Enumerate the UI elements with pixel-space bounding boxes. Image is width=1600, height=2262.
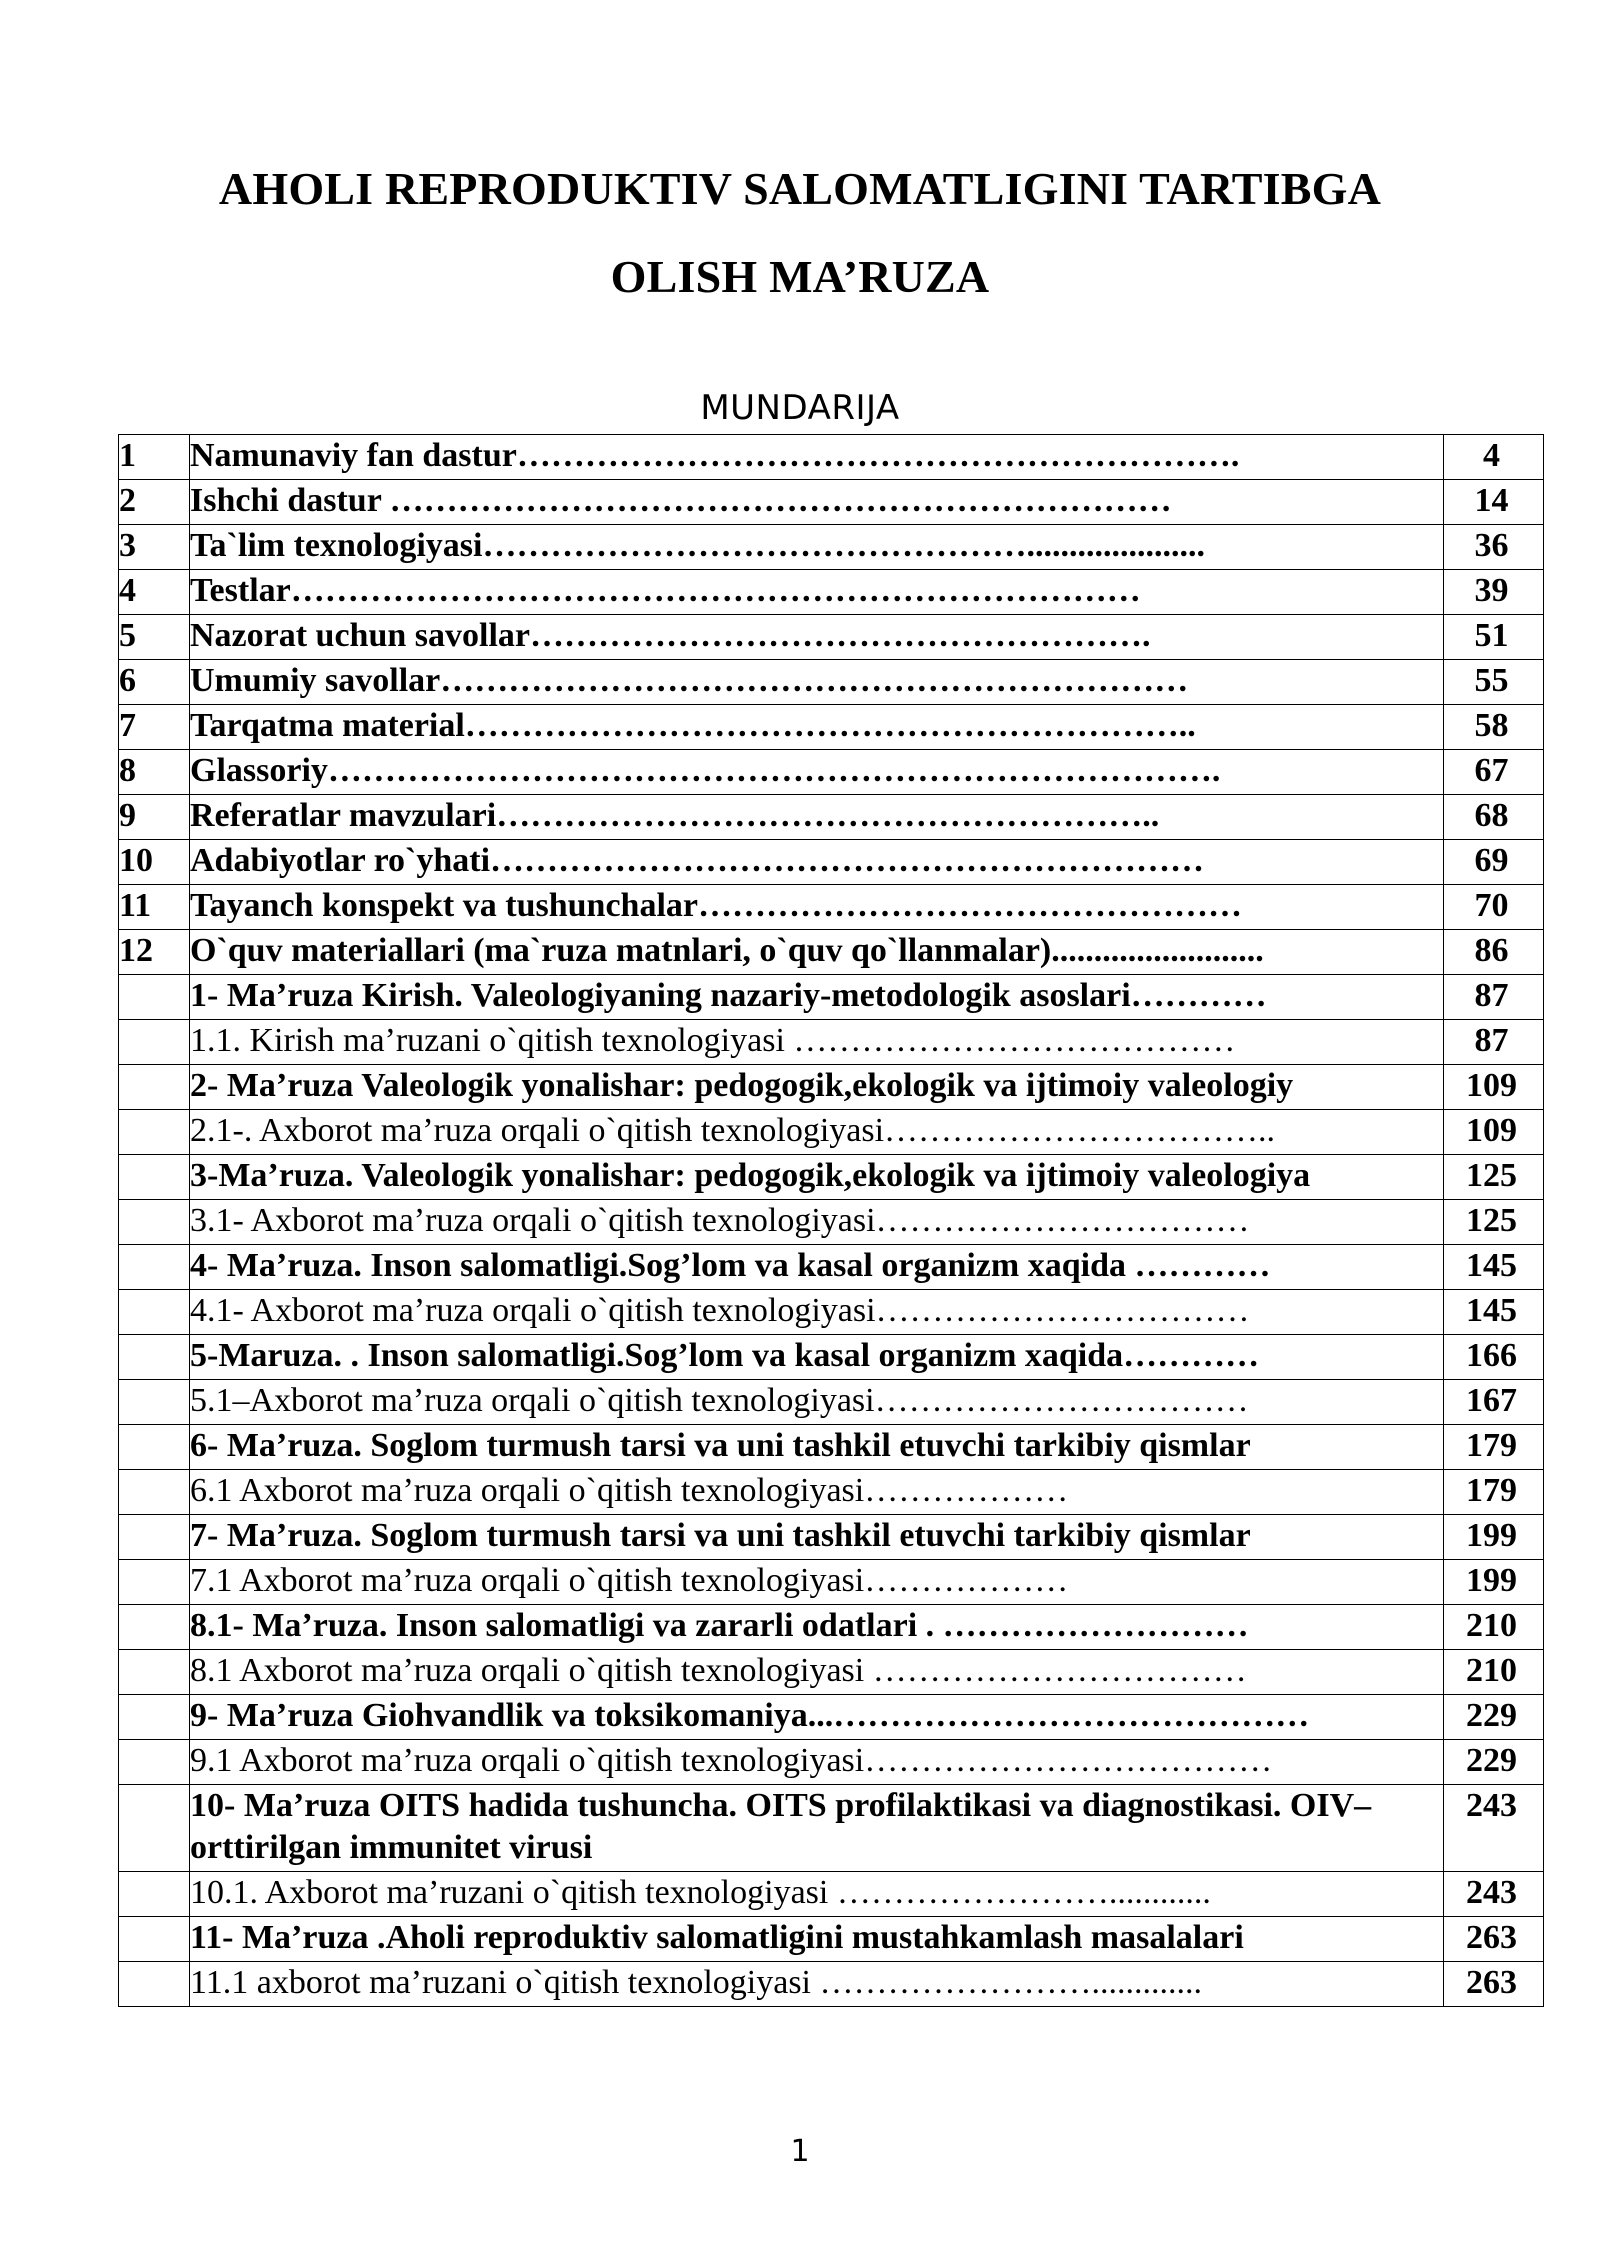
toc-row-number: 1 [119,435,190,480]
toc-row-title: 1- Ma’ruza Kirish. Valeologiyaning nazariy-metodologik asoslari………… [190,975,1444,1020]
toc-row-page: 243 [1444,1785,1544,1872]
table-of-contents [118,434,1544,2007]
toc-row [119,660,1544,705]
toc-row [119,1740,1544,1785]
toc-row-number [119,1245,190,1290]
toc-row-number [119,1380,190,1425]
toc-row-title: Tarqatma material……………………………………………………….. [190,705,1444,750]
toc-row-title: 8.1 Axborot ma’ruza orqali o`qitish texnologiyasi …………………………… [190,1650,1444,1695]
toc-row [119,885,1544,930]
toc-row [119,1917,1544,1962]
toc-row [119,840,1544,885]
toc-row-number [119,1785,190,1872]
toc-row-title: Ishchi dastur …………………………………………………………… [190,480,1444,525]
toc-row [119,930,1544,975]
toc-row-page: 69 [1444,840,1544,885]
toc-row-title: 8.1- Ma’ruza. Inson salomatligi va zararli odatlari . ……………………… [190,1605,1444,1650]
toc-row-page: 109 [1444,1065,1544,1110]
toc-row [119,1380,1544,1425]
toc-row-number [119,1695,190,1740]
toc-row-number [119,1560,190,1605]
toc-row-number [119,1290,190,1335]
toc-row-title: 5.1–Axborot ma’ruza orqali o`qitish texnologiyasi…………………………… [190,1380,1444,1425]
toc-row-title: 6- Ma’ruza. Soglom turmush tarsi va uni tashkil etuvchi tarkibiy qismlar [190,1425,1444,1470]
toc-row-page: 199 [1444,1515,1544,1560]
toc-row [119,1110,1544,1155]
toc-row-page: 58 [1444,705,1544,750]
toc-row [119,705,1544,750]
toc-row-number [119,1872,190,1917]
toc-row-title: Tayanch konspekt va tushunchalar………………………………………… [190,885,1444,930]
toc-row-number [119,975,190,1020]
toc-row [119,1650,1544,1695]
toc-row-title: 2- Ma’ruza Valeologik yonalishar: pedogogik,ekologik va ijtimoiy valeologiy [190,1065,1444,1110]
toc-row-number: 2 [119,480,190,525]
toc-row-page: 263 [1444,1917,1544,1962]
toc-row-page: 39 [1444,570,1544,615]
toc-row-number [119,1335,190,1380]
toc-row-number: 12 [119,930,190,975]
toc-row [119,615,1544,660]
toc-row-title: Glassoriy……………………………………………………………………. [190,750,1444,795]
toc-row [119,1335,1544,1380]
toc-row [119,1560,1544,1605]
toc-row-page: 125 [1444,1155,1544,1200]
toc-row-number: 5 [119,615,190,660]
toc-row [119,1962,1544,2007]
toc-row-page: 179 [1444,1470,1544,1515]
toc-row-title: 6.1 Axborot ma’ruza orqali o`qitish texnologiyasi……………… [190,1470,1444,1515]
toc-row-title: 11.1 axborot ma’ruzani o`qitish texnologiyasi ……………………............. [190,1962,1444,2007]
toc-row-page: 145 [1444,1245,1544,1290]
toc-row-title: 9.1 Axborot ma’ruza orqali o`qitish texnologiyasi……………………………… [190,1740,1444,1785]
toc-row-page: 36 [1444,525,1544,570]
toc-row-number [119,1110,190,1155]
toc-row-page: 87 [1444,975,1544,1020]
toc-row-page: 263 [1444,1962,1544,2007]
toc-row-title: Adabiyotlar ro`yhati……………………………………………………… [190,840,1444,885]
toc-row [119,525,1544,570]
toc-row-title: Namunaviy fan dastur………………………………………………………. [190,435,1444,480]
toc-row-page: 86 [1444,930,1544,975]
toc-row [119,1425,1544,1470]
toc-row-page: 199 [1444,1560,1544,1605]
toc-row [119,1245,1544,1290]
toc-row [119,1290,1544,1335]
toc-row [119,1515,1544,1560]
toc-row-title: Referatlar mavzulari………………………………………………….. [190,795,1444,840]
toc-row-page: 87 [1444,1020,1544,1065]
toc-row-title: 5-Maruza. . Inson salomatligi.Sog’lom va kasal organizm xaqida………… [190,1335,1444,1380]
toc-row [119,1695,1544,1740]
page-number: 1 [790,2134,810,2169]
toc-row-page: 229 [1444,1695,1544,1740]
toc-row-title: 9- Ma’ruza Giohvandlik va toksikomaniya...…………………………………… [190,1695,1444,1740]
toc-row-number: 3 [119,525,190,570]
toc-row-title: 7.1 Axborot ma’ruza orqali o`qitish texnologiyasi……………… [190,1560,1444,1605]
toc-row-title: Nazorat uchun savollar………………………………………………. [190,615,1444,660]
toc-row-page: 210 [1444,1605,1544,1650]
document-title-line-1: AHOLI REPRODUKTIV SALOMATLIGINI TARTIBGA [218,163,1382,214]
toc-row [119,435,1544,480]
toc-row-page: 4 [1444,435,1544,480]
toc-row-number: 6 [119,660,190,705]
toc-row-title: 3-Ma’ruza. Valeologik yonalishar: pedogogik,ekologik va ijtimoiy valeologiya [190,1155,1444,1200]
toc-row-page: 179 [1444,1425,1544,1470]
toc-row-title: 4- Ma’ruza. Inson salomatligi.Sog’lom va kasal organizm xaqida ………… [190,1245,1444,1290]
toc-row-page: 125 [1444,1200,1544,1245]
toc-row-number: 7 [119,705,190,750]
toc-row-title: 4.1- Axborot ma’ruza orqali o`qitish texnologiyasi…………………………… [190,1290,1444,1335]
toc-row [119,1785,1544,1872]
toc-row-title: 10.1. Axborot ma’ruzani o`qitish texnologiyasi ……………………............ [190,1872,1444,1917]
toc-row-page: 109 [1444,1110,1544,1155]
toc-row-title: Ta`lim texnologiyasi…………………………………………..................... [190,525,1444,570]
toc-row-page: 243 [1444,1872,1544,1917]
toc-row-page: 51 [1444,615,1544,660]
toc-row-number [119,1155,190,1200]
toc-row [119,1065,1544,1110]
toc-row [119,975,1544,1020]
toc-row-page: 70 [1444,885,1544,930]
toc-row-number [119,1605,190,1650]
toc-row [119,1605,1544,1650]
toc-row-number [119,1470,190,1515]
toc-row-number [119,1065,190,1110]
toc-row-page: 229 [1444,1740,1544,1785]
toc-row-number: 10 [119,840,190,885]
toc-row-number: 4 [119,570,190,615]
toc-row-number: 9 [119,795,190,840]
toc-row-page: 14 [1444,480,1544,525]
toc-row [119,795,1544,840]
toc-row [119,1872,1544,1917]
toc-row-number: 8 [119,750,190,795]
toc-row-number [119,1962,190,2007]
toc-row-title: 10- Ma’ruza OITS hadida tushuncha. OITS profilaktikasi va diagnostikasi. OIV–orttirilgan immunitet virusi [190,1785,1444,1872]
toc-row-page: 68 [1444,795,1544,840]
toc-row-title: 7- Ma’ruza. Soglom turmush tarsi va uni tashkil etuvchi tarkibiy qismlar [190,1515,1444,1560]
toc-heading: MUNDARIJA [700,388,900,428]
toc-row-page: 55 [1444,660,1544,705]
toc-row-number [119,1917,190,1962]
toc-row-title: 3.1- Axborot ma’ruza orqali o`qitish texnologiyasi…………………………… [190,1200,1444,1245]
toc-row [119,1155,1544,1200]
toc-row-number [119,1200,190,1245]
toc-row-number [119,1515,190,1560]
toc-row-title: 11- Ma’ruza .Aholi reproduktiv salomatligini mustahkamlash masalalari [190,1917,1444,1962]
toc-row-title: 1.1. Kirish ma’ruzani o`qitish texnologiyasi ………………………………… [190,1020,1444,1065]
toc-row [119,750,1544,795]
document-title-line-2: OLISH MA’RUZA [610,251,990,302]
toc-row-number [119,1650,190,1695]
toc-row-number [119,1425,190,1470]
toc-row-page: 145 [1444,1290,1544,1335]
toc-row [119,480,1544,525]
toc-row-title: 2.1-. Axborot ma’ruza orqali o`qitish texnologiyasi…………………………….. [190,1110,1444,1155]
toc-row-title: Umumiy savollar………………………………………………………… [190,660,1444,705]
toc-row-number [119,1020,190,1065]
toc-row-title: O`quv materiallari (ma`ruza matnlari, o`quv qo`llanmalar)......................... [190,930,1444,975]
toc-row [119,1200,1544,1245]
toc-row-title: Testlar………………………………………………………………… [190,570,1444,615]
toc-row [119,1020,1544,1065]
toc-row-page: 210 [1444,1650,1544,1695]
toc-row-page: 67 [1444,750,1544,795]
toc-row [119,570,1544,615]
toc-row-number: 11 [119,885,190,930]
toc-row-page: 166 [1444,1335,1544,1380]
toc-row-page: 167 [1444,1380,1544,1425]
toc-row [119,1470,1544,1515]
toc-row-number [119,1740,190,1785]
